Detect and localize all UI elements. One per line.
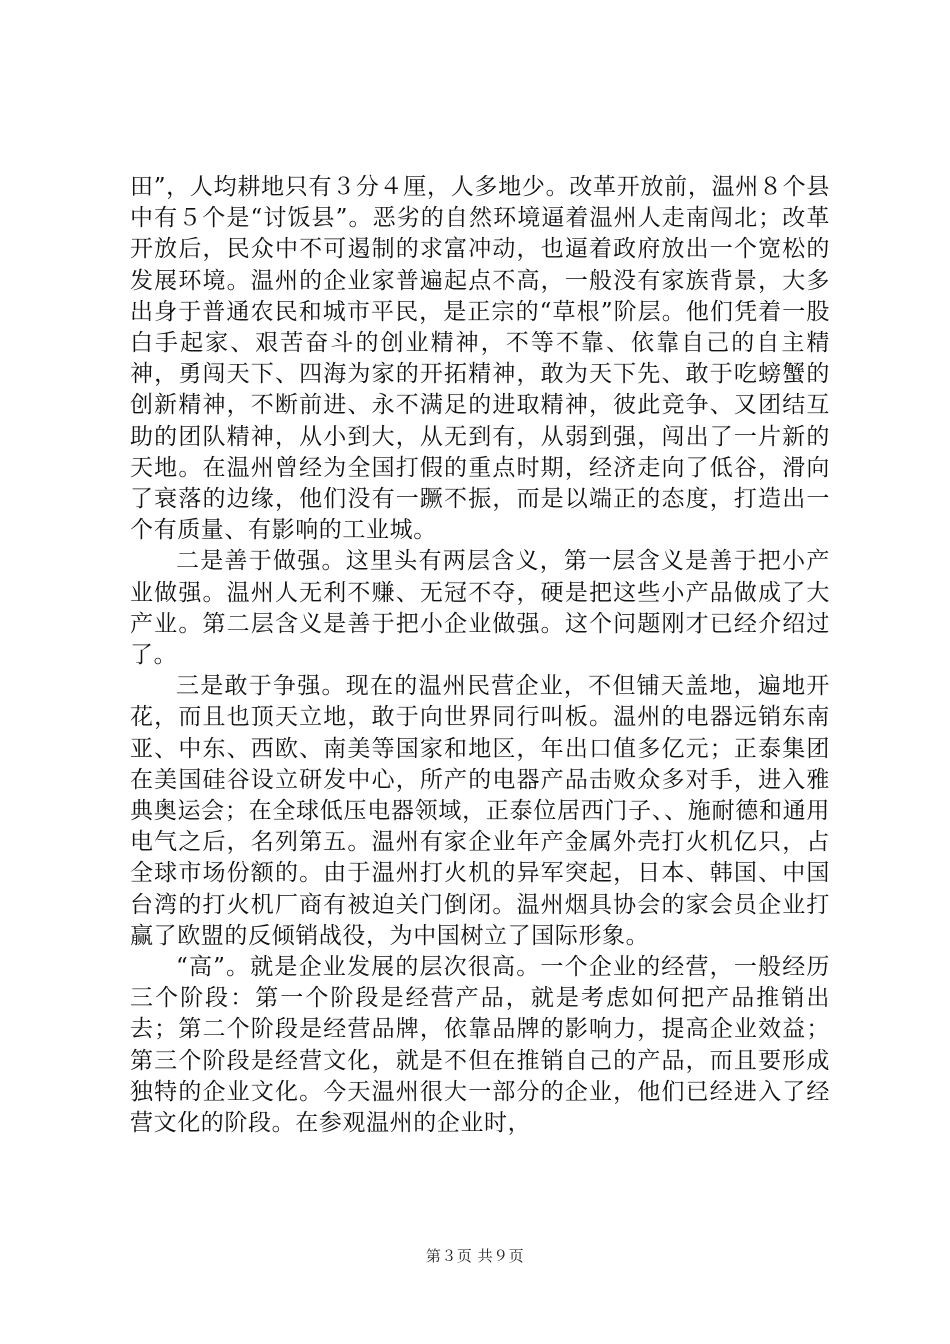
paragraph-third-point: 三是敢于争强。现在的温州民营企业，不但铺天盖地，遍地开花，而且也顶天立地，敢于向世界同行叫板。温州的电器远销东南亚、中东、西欧、南美等国家和地区，年出口值多亿元；正泰集团在美国硅谷设立研发中心，所产的电器产品击败众多对手，进入雅典奥运会；在全球低压电器领域，正泰位居西门子、、施耐德和通用电气之后，名列第五。温州有家企业年产金属外壳打火机亿只，占全球市场份额的。由于温州打火机的异军突起，日本、韩国、中国台湾的打火机厂商有被迫关门倒闭。温州烟具协会的家会员企业打赢了欧盟的反倾销战役，为中国树立了国际形象。 [130, 673, 830, 949]
document-body [130, 172, 830, 1139]
paragraph-high-level: “高”。就是企业发展的层次很高。一个企业的经营，一般经历三个阶段：第一个阶段是经营产品，就是考虑如何把产品推销出去；第二个阶段是经营品牌，依靠品牌的影响力，提高企业效益；第三个阶段是经营文化，就是不但在推销自己的产品，而且要形成独特的企业文化。今天温州很大一部分的企业，他们已经进入了经营文化的阶段。在参观温州的企业时， [130, 954, 830, 1137]
paragraph-second-point: 二是善于做强。这里头有两层含义，第一层含义是善于把小产业做强。温州人无利不赚、无冠不夺，硬是把这些小产品做成了大产业。第二层含义是善于把小企业做强。这个问题刚才已经介绍过了。 [130, 548, 830, 669]
page-number-footer: 第３页 共９页 [425, 1247, 525, 1265]
paragraph-continuation: 田”，人均耕地只有３分４厘，人多地少。改革开放前，温州８个县中有５个是“讨饭县”。恶劣的自然环境逼着温州人走南闯北；改革开放后，民众中不可遏制的求富冲动，也逼着政府放出一个宽松的发展环境。温州的企业家普遍起点不高，一般没有家族背景，大多出身于普通农民和城市平民，是正宗的“草根”阶层。他们凭着一股白手起家、艰苦奋斗的创业精神，不等不靠、依靠自己的自主精神，勇闯天下、四海为家的开拓精神，敢为天下先、敢于吃螃蟹的创新精神，不断前进、永不满足的进取精神，彼此竞争、又团结互助的团队精神，从小到大，从无到有，从弱到强，闯出了一片新的天地。在温州曾经为全国打假的重点时期，经济走向了低谷，滑向了衰落的边缘，他们没有一蹶不振，而是以端正的态度，打造出一个有质量、有影响的工业城。 [130, 174, 830, 544]
